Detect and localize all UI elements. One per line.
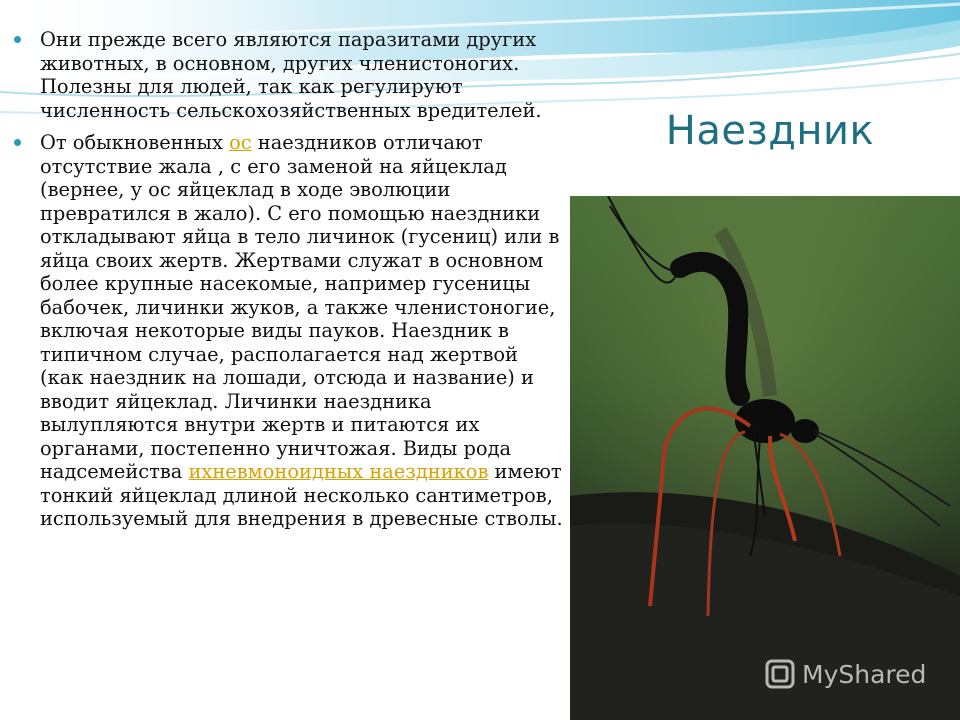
link-wasps[interactable]: ос — [229, 131, 252, 154]
bullet-text-part: От обыкновенных — [40, 131, 230, 154]
bullet-text-part: наездников отличают отсутствие жала , с его заменой на яйцеклад (вернее, у ос яйцеклад в ходе эволюции превратился в жало). С его помощью наездники откладывают яйца в тело личинок (гусениц) или в яйца своих жертв. Жертвами служат в основном более крупные насекомые, например гусеницы бабочек, личинки жуков, а также членистоногие, включая некоторые виды пауков. Наездник в типичном случае, располагается над жертвой (как наездник на лошади, отсюда и название) и вводит яйцеклад. Личинки наездника вылупляются внутри жертв и питаются их органами, постепенно уничтожая. Виды рода надсемейства — [40, 131, 560, 483]
link-ichneumonoid[interactable]: ихневмоноидных наездников — [188, 460, 489, 483]
watermark-text: MyShared — [802, 659, 927, 689]
bullet-dot-icon — [14, 36, 21, 43]
bullet-text: Они прежде всего являются паразитами других животных, в основном, других членистоногих. Полезны для людей, так как регулируют численность сельскохозяйственных вредителей. — [40, 28, 542, 122]
bullet-text-part: имеют тонкий яйцеклад длиной несколько сантиметров, используемый для внедрения в древесные стволы. — [40, 460, 563, 530]
bullet-list — [14, 28, 566, 540]
bullet-item — [14, 131, 566, 531]
slide-title: Наездник — [665, 108, 875, 154]
watermark — [764, 656, 926, 692]
bullet-dot-icon — [14, 139, 21, 146]
bullet-item — [14, 28, 566, 122]
ichneumon-wasp-photo — [570, 196, 960, 720]
myshared-logo-icon — [764, 658, 796, 690]
